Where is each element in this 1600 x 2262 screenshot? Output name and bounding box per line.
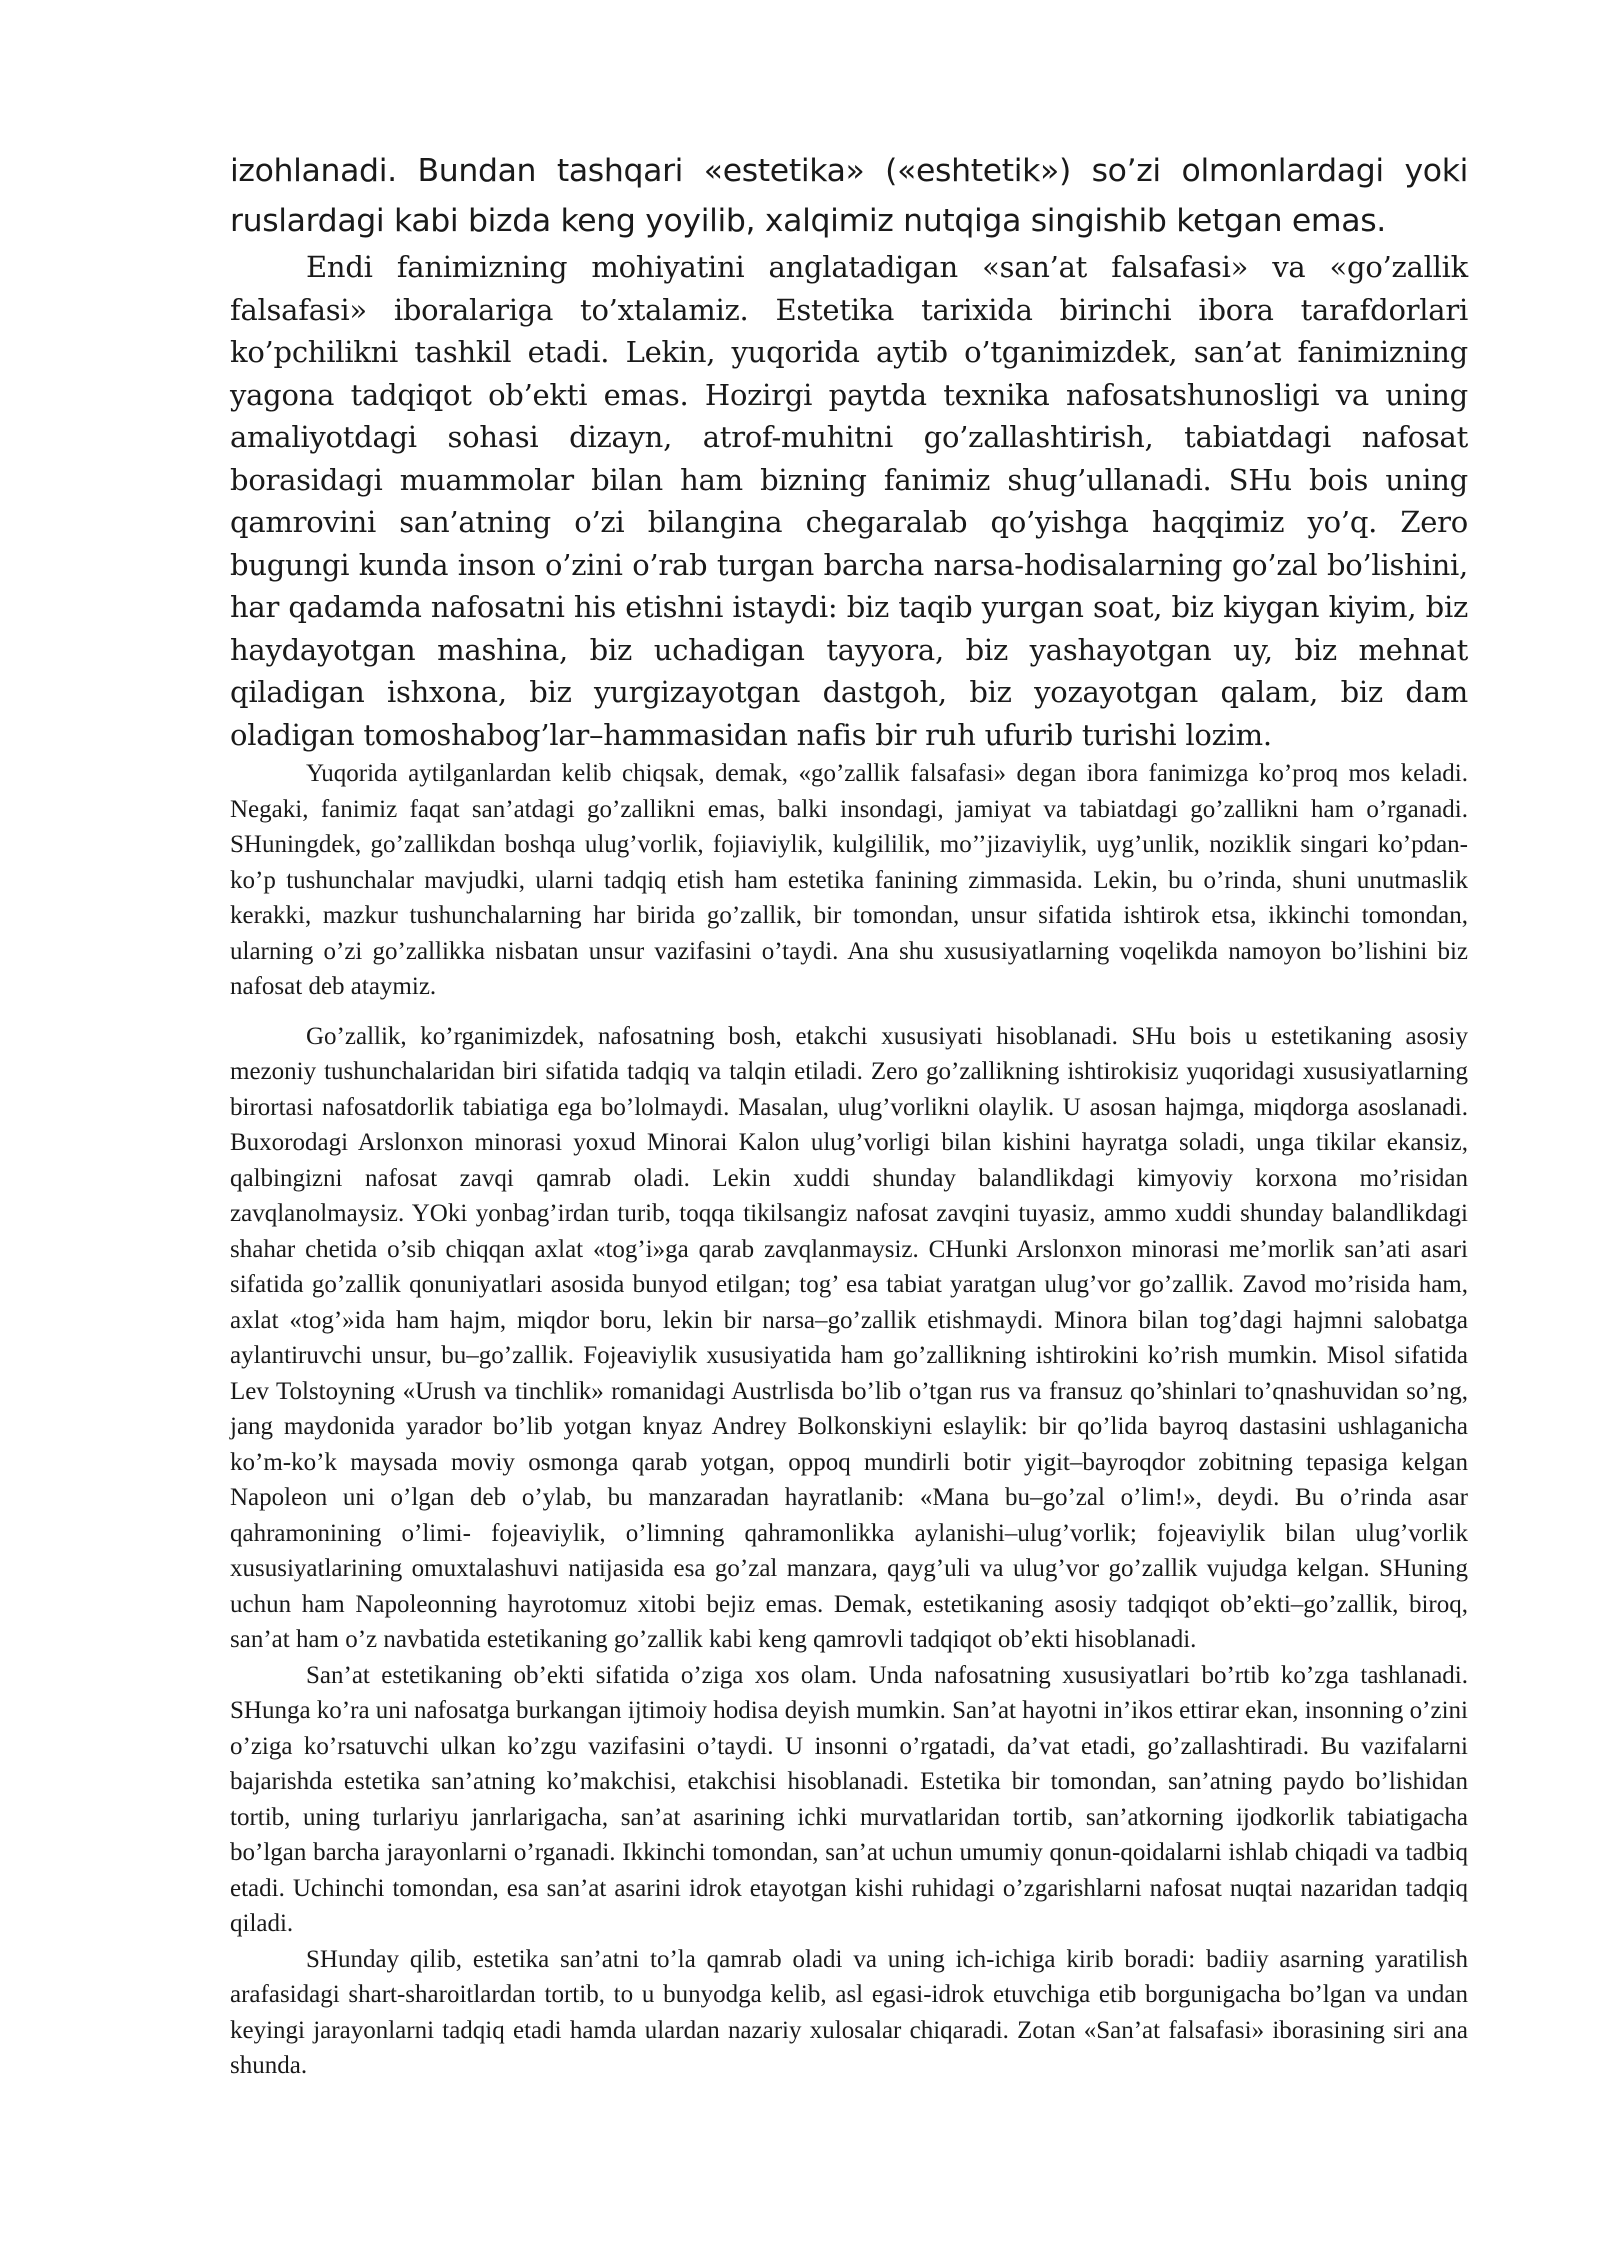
- paragraph-2: Endi fanimizning mohiyatini anglatadigan «san’at falsafasi» va «go’zallik falsafasi» iboralariga to’xtalamiz. Estetika tarixida birinchi ibora tarafdorlari ko’pchilikni tashkil etadi. Lekin, yuqorida aytib o’tganimizdek, san’at fanimizning yagona tadqiqot ob’ekti emas. Hozirgi paytda texnika nafosatshunosligi va uning amaliyotdagi sohasi dizayn, atrof-muhitni go’zallashtirish, tabiatdagi nafosat borasidagi muammolar bilan ham bizning fanimiz shug’ullanadi. SHu bois uning qamrovini san’atning o’zi bilangina chegaralab qo’yishga haqqimiz yo’q. Zero bugungi kunda inson o’zini o’rab turgan barcha narsa-hodisalarning go’zal bo’lishini, har qadamda nafosatni his etishni istaydi: biz taqib yurgan soat, biz kiygan kiyim, biz haydayotgan mashina, biz uchadigan tayyora, biz yashayotgan uy, biz mehnat qiladigan ishxona, biz yurgizayotgan dastgoh, biz yozayotgan qalam, biz dam oladigan tomoshabog’lar–hammasidan nafis bir ruh ufurib turishi lozim.: [230, 250, 1468, 752]
- paragraph-6: SHunday qilib, estetika san’atni to’la qamrab oladi va uning ich-ichiga kirib boradi: badiiy asarning yaratilish arafasidagi shart-sharoitlardan tortib, to u bunyodga kelib, asl egasi-idrok etuvchiga etib borgunigacha bo’lgan va undan keyingi jarayonlarni tadqiq etadi hamda ulardan nazariy xulosalar chiqaradi. Zotan «San’at falsafasi» iborasining siri ana shunda.: [230, 1945, 1468, 2079]
- paragraph-5: San’at estetikaning ob’ekti sifatida o’ziga xos olam. Unda nafosatning xususiyatlari bo’rtib ko’zga tashlanadi. SHunga ko’ra uni nafosatga burkangan ijtimoiy hodisa deyish mumkin. San’at hayotni in’ikos ettirar ekan, insonning o’zini o’ziga ko’rsatuvchi ulkan ko’zgu vazifasini o’taydi. U insonni o’rgatadi, da’vat etadi, go’zallashtiradi. Bu vazifalarni bajarishda estetika san’atning ko’makchisi, etakchisi hisoblanadi. Estetika bir tomondan, san’atning paydo bo’lishidan tortib, uning turlariyu janrlarigacha, san’at asarining ichki murvatlaridan tortib, san’atkorning ijodkorlik tabiatigacha bo’lgan barcha jarayonlarni o’rganadi. Ikkinchi tomondan, san’at uchun umumiy qonun-qoidalarni ishlab chiqadi va tadbiq etadi. Uchinchi tomondan, esa san’at asarini idrok etayotgan kishi ruhidagi o’zgarishlarni nafosat nuqtai nazaridan tadqiq qiladi.: [230, 1661, 1468, 1937]
- paragraph-1: izohlanadi. Bundan tashqari «estetika» («eshtetik») so’zi olmonlardagi yoki ruslardagi kabi bizda keng yoyilib, xalqimiz nutqiga singishib ketgan emas.: [230, 153, 1468, 239]
- paragraph-3: Yuqorida aytilganlardan kelib chiqsak, demak, «go’zallik falsafasi» degan ibora fanimizga ko’proq mos keladi. Negaki, fanimiz faqat san’atdagi go’zallikni emas, balki insondagi, jamiyat va tabiatdagi go’zallikni ham o’rganadi. SHuningdek, go’zallikdan boshqa ulug’vorlik, fojiaviylik, kulgililik, mo’’jizaviylik, uyg’unlik, noziklik singari ko’pdan-ko’p tushunchalar mavjudki, ularni tadqiq etish ham estetika fanining zimmasida. Lekin, bu o’rinda, shuni unutmaslik kerakki, mazkur tushunchalarning har birida go’zallik, bir tomondan, unsur sifatida ishtirok etsa, ikkinchi tomondan, ularning o’zi go’zallikka nisbatan unsur vazifasini o’taydi. Ana shu xususiyatlarning voqelikda namoyon bo’lishini biz nafosat deb ataymiz.: [230, 760, 1468, 1000]
- paragraph-4: Go’zallik, ko’rganimizdek, nafosatning bosh, etakchi xususiyati hisoblanadi. SHu bois u estetikaning asosiy mezoniy tushunchalaridan biri sifatida tadqiq va talqin etiladi. Zero go’zallikning ishtirokisiz yuqoridagi xususiyatlarning birortasi nafosatdorlik tabiatiga ega bo’lolmaydi. Masalan, ulug’vorlikni olaylik. U asosan hajmga, miqdorga asoslanadi. Buxorodagi Arslonxon minorasi yoxud Minorai Kalon ulug’vorligi bilan kishini hayratga soladi, unga tikilar ekansiz, qalbingizni nafosat zavqi qamrab oladi. Lekin xuddi shunday balandlikdagi kimyoviy korxona mo’risidan zavqlanolmaysiz. YOki yonbag’irdan turib, toqqa tikilsangiz nafosat zavqini tuyasiz, ammo xuddi shunday balandlikdagi shahar chetida o’sib chiqqan axlat «tog’i»ga qarab zavqlanmaysiz. CHunki Arslonxon minorasi me’morlik san’ati asari sifatida go’zallik qonuniyatlari asosida bunyod etilgan; tog’ esa tabiat yaratgan ulug’vor go’zallik. Zavod mo’risida ham, axlat «tog’»ida ham hajm, miqdor boru, lekin bir narsa–go’zallik etishmaydi. Minora bilan tog’dagi hajmni salobatga aylantiruvchi unsur, bu–go’zallik. Fojeaviylik xususiyatida ham go’zallikning ishtirokini ko’rish mumkin. Misol sifatida Lev Tolstoyning «Urush va tinchlik» romanidagi Austrlisda bo’lib o’tgan rus va fransuz qo’shinlari to’qnashuvidan so’ng, jang maydonida yarador bo’lib yotgan knyaz Andrey Bolkonskiyni eslaylik: bir qo’lida bayroq dastasini ushlaganicha ko’m-ko’k maysada moviy osmonga qarab yotgan, oppoq mundirli botir yigit–bayroqdor zobitning tepasiga kelgan Napoleon uni o’lgan deb o’ylab, bu manzaradan hayratlanib: «Mana bu–go’zal o’lim!», deydi. Bu o’rinda asar qahramonining o’limi- fojeaviylik, o’limning qahramonlikka aylanishi–ulug’vorlik; fojeaviylik bilan ulug’vorlik xususiyatlarining omuxtalashuvi natijasida esa go’zal manzara, qayg’uli va ulug’vor go’zallik vujudga kelgan. SHuning uchun ham Napoleonning hayrotomuz xitobi bejiz emas. Demak, estetikaning asosiy tadqiqot ob’ekti–go’zallik, biroq, san’at ham o’z navbatida estetikaning go’zallik kabi keng qamrovli tadqiqot ob’ekti hisoblanadi.: [230, 1022, 1468, 1653]
- document-page: [230, 146, 1468, 2084]
